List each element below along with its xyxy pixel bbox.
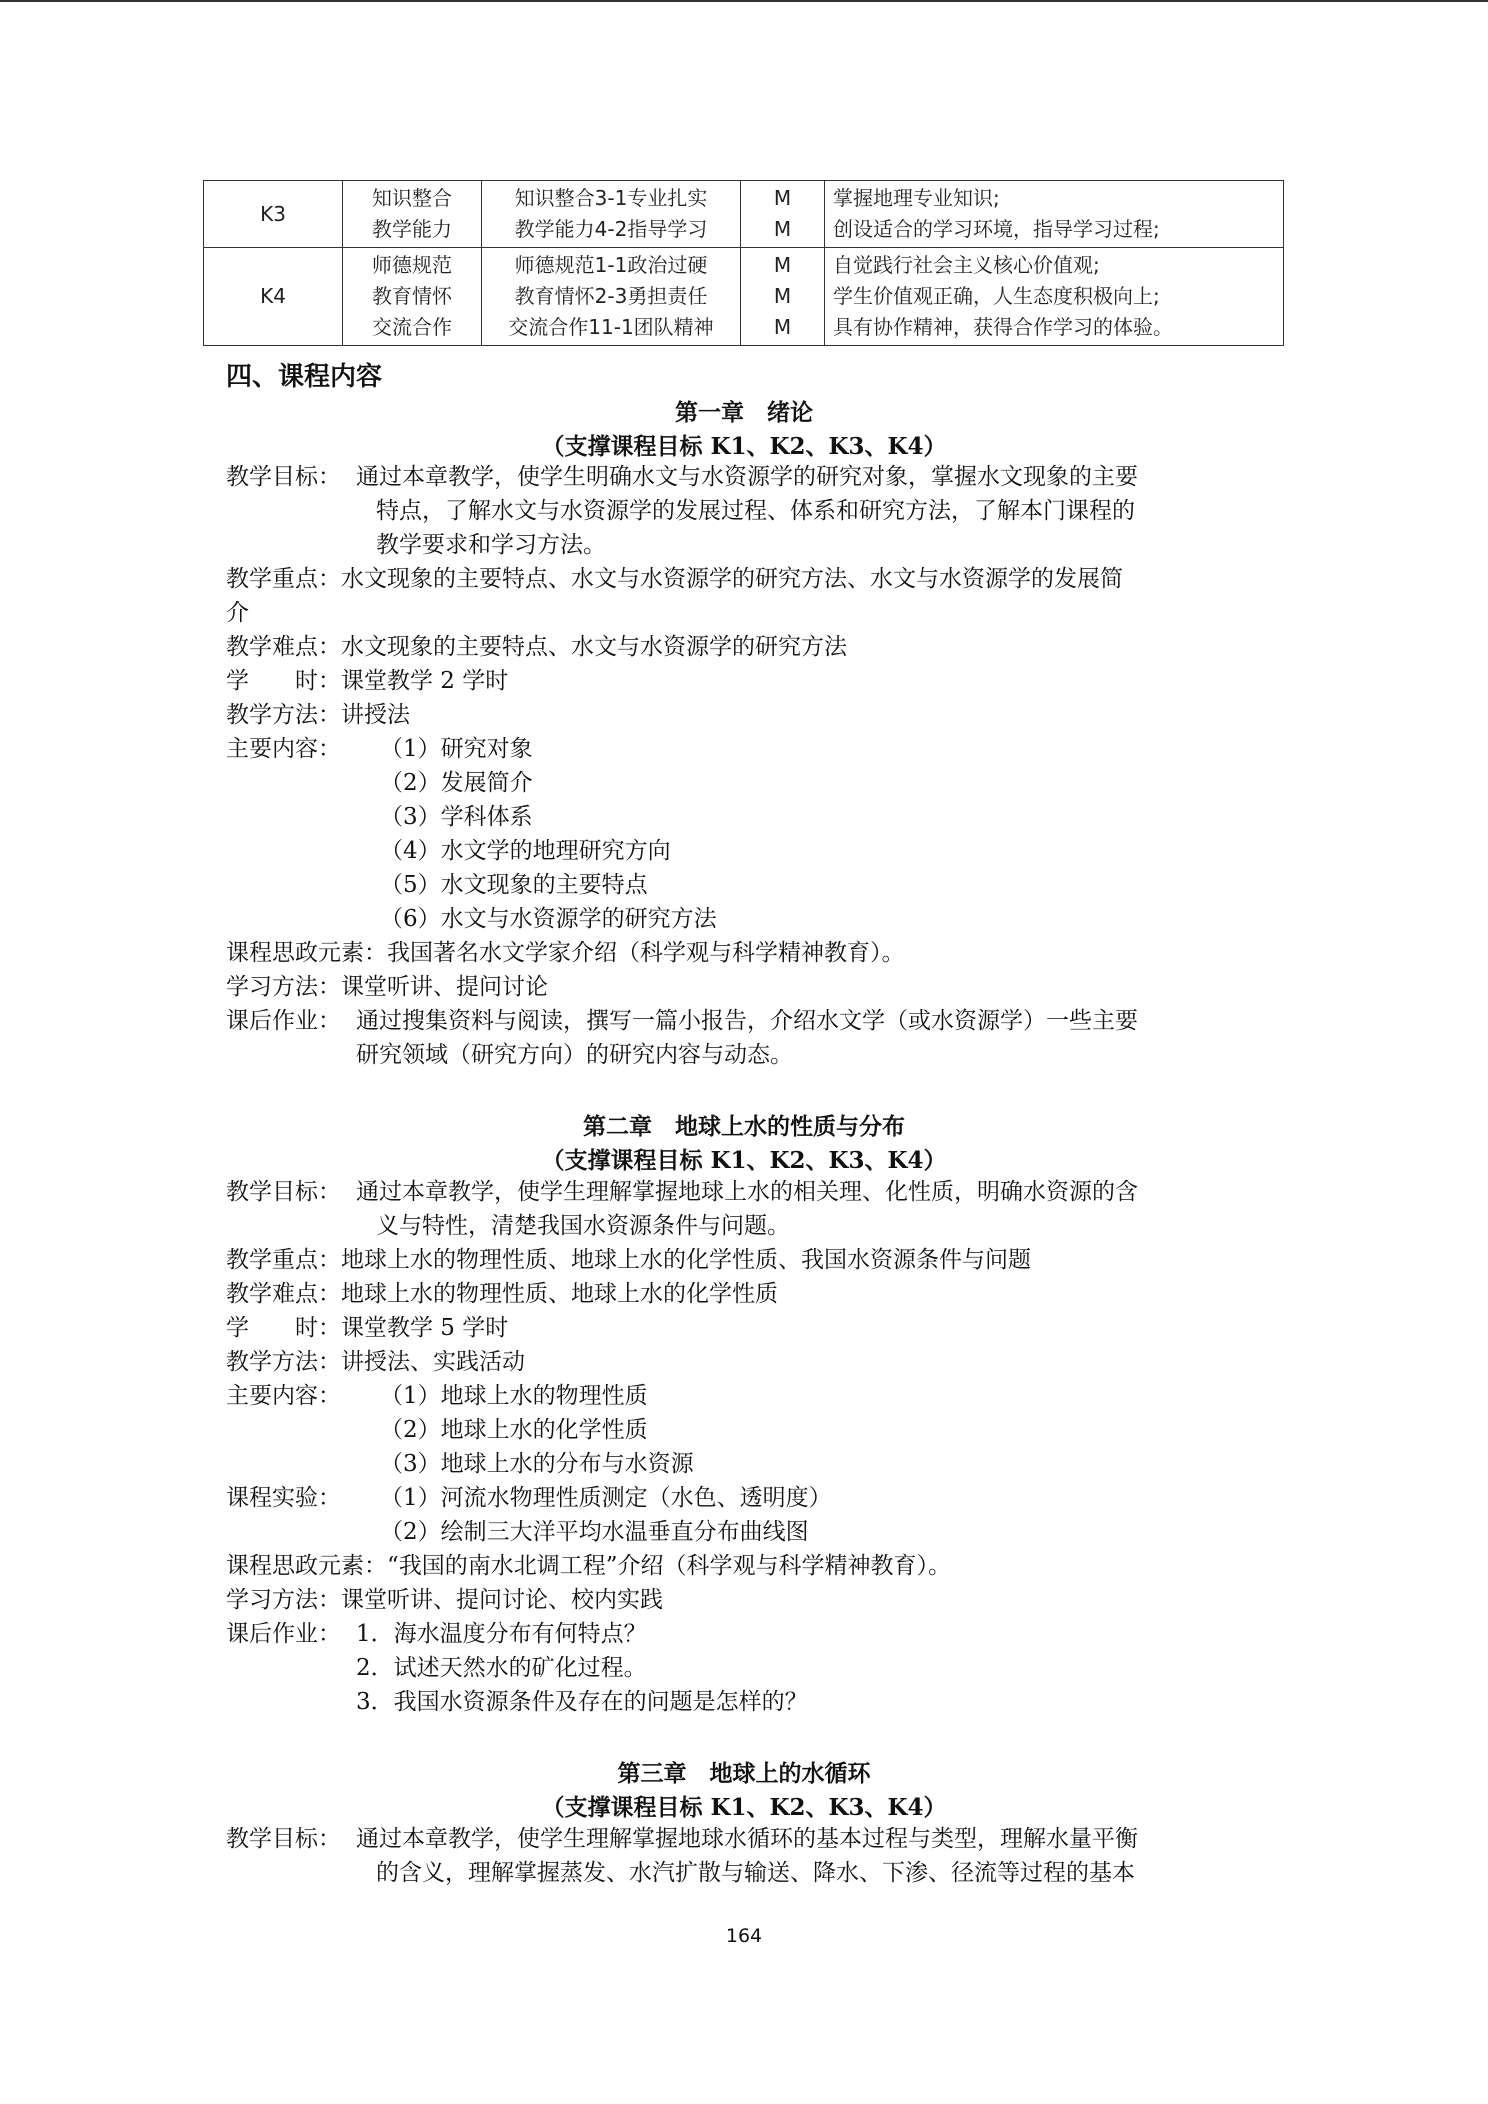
ch2-method: 教学方法：讲授法、实践活动 xyxy=(226,1349,525,1375)
ch2-goal-label: 教学目标： xyxy=(226,1179,341,1205)
dimension-cell: 知识整合 教学能力 xyxy=(343,181,482,248)
ch2-study-method: 学习方法：课堂听讲、提问讨论、校内实践 xyxy=(226,1587,663,1613)
list-item: （2）发展简介 xyxy=(380,770,533,796)
description-cell: 自觉践行社会主义核心价值观; 学生价值观正确，人生态度积极向上; 具有协作精神，获得合作学习的体验。 xyxy=(825,248,1284,346)
page-number: 164 xyxy=(725,1925,763,1947)
indicator-cell: 师德规范1-1政治过硬 教育情怀2-3勇担责任 交流合作11-1团队精神 xyxy=(482,248,741,346)
indicator-cell: 知识整合3-1专业扎实 教学能力4-2指导学习 xyxy=(482,181,741,248)
list-item: （2）绘制三大洋平均水温垂直分布曲线图 xyxy=(380,1519,809,1545)
ch1-goal-line: 特点，了解水文与水资源学的发展过程、体系和研究方法，了解本门课程的 xyxy=(376,498,1135,524)
chapter-2-support: （支撑课程目标 K1、K2、K3、K4） xyxy=(541,1147,947,1174)
list-item: （1）研究对象 xyxy=(380,736,533,762)
ch2-hours: 学 时：课堂教学 5 学时 xyxy=(226,1315,509,1341)
ch2-goal-line: 义与特性，清楚我国水资源条件与问题。 xyxy=(376,1213,790,1239)
ch1-goal-label: 教学目标： xyxy=(226,464,341,490)
ch1-content-label: 主要内容： xyxy=(226,736,341,762)
ch1-homework-line: 通过搜集资料与阅读，撰写一篇小报告，介绍水文学（或水资源学）一些主要 xyxy=(356,1008,1138,1034)
list-item: （4）水文学的地理研究方向 xyxy=(380,838,671,864)
objective-code: K3 xyxy=(204,181,343,248)
level-cell: M M xyxy=(741,181,825,248)
ch1-goal-line: 教学要求和学习方法。 xyxy=(376,532,606,558)
page-top-border xyxy=(0,0,1488,2)
list-item: （6）水文与水资源学的研究方法 xyxy=(380,906,717,932)
description-cell: 掌握地理专业知识; 创设适合的学习环境，指导学习过程; xyxy=(825,181,1284,248)
list-item: （1）地球上水的物理性质 xyxy=(380,1383,648,1409)
chapter-2-title: 第二章 地球上水的性质与分布 xyxy=(583,1113,905,1140)
objective-code: K4 xyxy=(204,248,343,346)
list-item: （3）地球上水的分布与水资源 xyxy=(380,1451,694,1477)
ch1-key-points: 教学重点：水文现象的主要特点、水文与水资源学的研究方法、水文与水资源学的发展简 xyxy=(226,566,1123,592)
chapter-3-support: （支撑课程目标 K1、K2、K3、K4） xyxy=(541,1794,947,1821)
ch3-goal-line: 的含义，理解掌握蒸发、水汽扩散与输送、降水、下渗、径流等过程的基本 xyxy=(376,1860,1135,1886)
section-heading: 四、课程内容 xyxy=(226,362,383,392)
ch1-homework-label: 课后作业： xyxy=(226,1008,341,1034)
chapter-1-support: （支撑课程目标 K1、K2、K3、K4） xyxy=(541,433,947,460)
ch2-ideology: 课程思政元素：“我国的南水北调工程”介绍（科学观与科学精神教育）。 xyxy=(226,1553,952,1579)
ch1-homework-line: 研究领域（研究方向）的研究内容与动态。 xyxy=(356,1042,793,1068)
ch1-key-points-cont: 介 xyxy=(226,600,249,626)
ch1-difficulty: 教学难点：水文现象的主要特点、水文与水资源学的研究方法 xyxy=(226,634,847,660)
ch1-hours: 学 时：课堂教学 2 学时 xyxy=(226,668,509,694)
ch2-experiment-label: 课程实验： xyxy=(226,1485,341,1511)
list-item: （5）水文现象的主要特点 xyxy=(380,872,648,898)
table-row xyxy=(204,181,1284,248)
ch1-method: 教学方法：讲授法 xyxy=(226,702,410,728)
ch1-ideology: 课程思政元素：我国著名水文学家介绍（科学观与科学精神教育）。 xyxy=(226,940,905,966)
ch1-goal-line: 通过本章教学，使学生明确水文与水资源学的研究对象，掌握水文现象的主要 xyxy=(356,464,1138,490)
ch2-content-label: 主要内容： xyxy=(226,1383,341,1409)
ch1-study-method: 学习方法：课堂听讲、提问讨论 xyxy=(226,974,548,1000)
list-item: 1．海水温度分布有何特点？ xyxy=(356,1621,647,1647)
dimension-cell: 师德规范 教育情怀 交流合作 xyxy=(343,248,482,346)
ch3-goal-label: 教学目标： xyxy=(226,1826,341,1852)
list-item: 2．试述天然水的矿化过程。 xyxy=(356,1655,647,1681)
ch2-homework-label: 课后作业： xyxy=(226,1621,341,1647)
table-row xyxy=(204,248,1284,346)
ch2-key-points: 教学重点：地球上水的物理性质、地球上水的化学性质、我国水资源条件与问题 xyxy=(226,1247,1031,1273)
list-item: 3．我国水资源条件及存在的问题是怎样的？ xyxy=(356,1689,808,1715)
list-item: （1）河流水物理性质测定（水色、透明度） xyxy=(380,1485,832,1511)
chapter-1-title: 第一章 绪论 xyxy=(675,399,813,426)
list-item: （2）地球上水的化学性质 xyxy=(380,1417,648,1443)
list-item: （3）学科体系 xyxy=(380,804,533,830)
chapter-3-title: 第三章 地球上的水循环 xyxy=(617,1760,871,1787)
ch3-goal-line: 通过本章教学，使学生理解掌握地球水循环的基本过程与类型，理解水量平衡 xyxy=(356,1826,1138,1852)
ch2-goal-line: 通过本章教学，使学生理解掌握地球上水的相关理、化性质，明确水资源的含 xyxy=(356,1179,1138,1205)
ch2-difficulty: 教学难点：地球上水的物理性质、地球上水的化学性质 xyxy=(226,1281,778,1307)
level-cell: M M M xyxy=(741,248,825,346)
course-objectives-table xyxy=(203,180,1284,346)
